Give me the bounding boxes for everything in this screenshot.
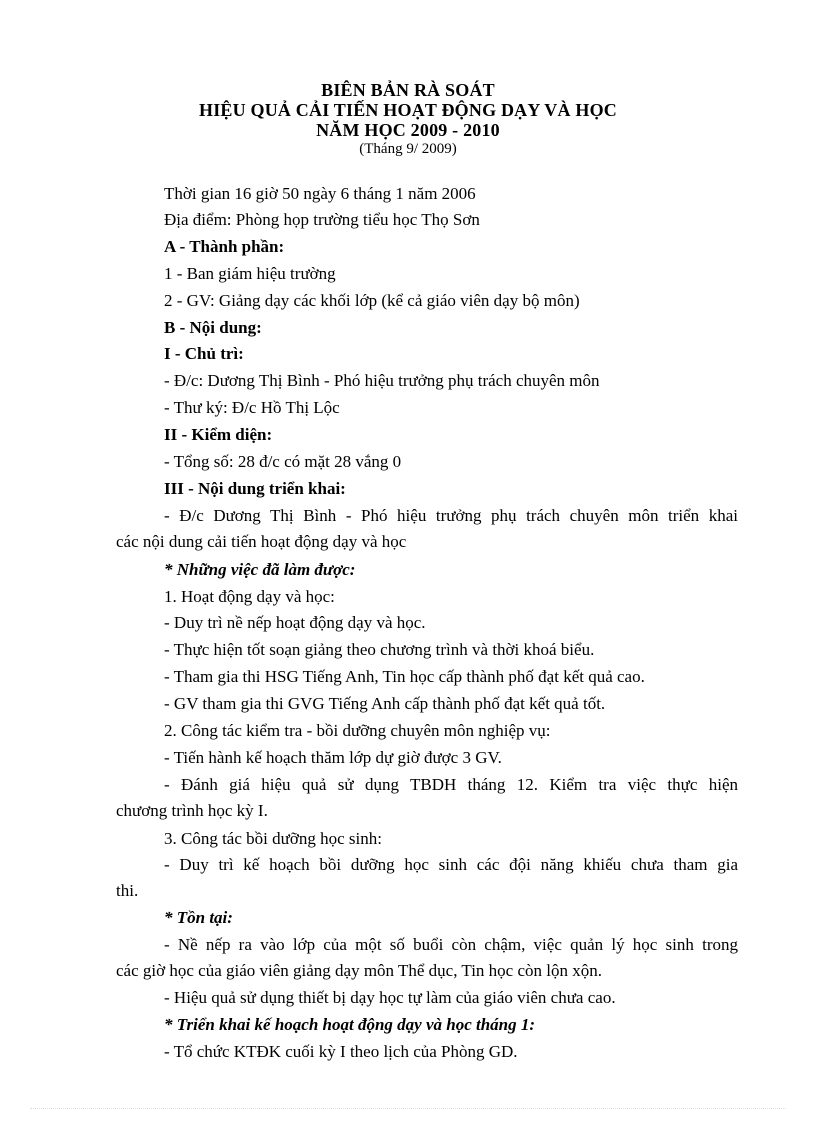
done-s1-item-3: - Tham gia thi HSG Tiếng Anh, Tin học cấp thành phố đạt kết quả cao.: [164, 667, 645, 686]
done-s2-item-2a: - Đánh giá hiệu quả sử dụng TBDH tháng 12. Kiểm tra việc thực hiện: [164, 775, 738, 794]
done-s3-item-1a: - Duy trì kế hoạch bồi dưỡng học sinh các đội năng khiếu chưa tham gia: [164, 855, 738, 874]
document-month: (Tháng 9/ 2009): [359, 141, 457, 157]
meeting-place: Địa điểm: Phòng họp trường tiểu học Thọ Sơn: [164, 210, 480, 229]
section-a-item-1: 1 - Ban giám hiệu trường: [164, 264, 336, 283]
done-s1-title: 1. Hoạt động dạy và học:: [164, 587, 335, 606]
done-s3-title: 3. Công tác bồi dưỡng học sinh:: [164, 829, 382, 848]
meeting-time: Thời gian 16 giờ 50 ngày 6 tháng 1 năm 2006: [164, 184, 476, 203]
document-title: BIÊN BẢN RÀ SOÁT: [321, 80, 495, 100]
deploy-heading: III - Nội dung triển khai:: [164, 479, 346, 498]
section-a-item-2: 2 - GV: Giảng dạy các khối lớp (kể cả giáo viên dạy bộ môn): [164, 291, 580, 310]
done-s1-item-2: - Thực hiện tốt soạn giảng theo chương trình và thời khoá biểu.: [164, 640, 595, 659]
school-year: NĂM HỌC 2009 - 2010: [316, 120, 500, 140]
done-heading: * Những việc đã làm được:: [164, 560, 356, 579]
section-b-heading: B - Nội dung:: [164, 318, 262, 337]
document-header: [0, 80, 816, 158]
page-bottom-divider: [30, 1108, 786, 1109]
section-a-heading: A - Thành phần:: [164, 237, 285, 256]
done-s2-title: 2. Công tác kiểm tra - bồi dưỡng chuyên môn nghiệp vụ:: [164, 721, 551, 740]
plan-heading: * Triển khai kế hoạch hoạt động dạy và học tháng 1:: [164, 1015, 536, 1034]
attendance-count: - Tổng số: 28 đ/c có mặt 28 vắng 0: [164, 452, 402, 471]
chair-person: - Đ/c: Dương Thị Bình - Phó hiệu trưởng phụ trách chuyên môn: [164, 371, 600, 390]
deploy-line-1: - Đ/c Dương Thị Bình - Phó hiệu trưởng phụ trách chuyên môn triển khai: [164, 506, 738, 525]
done-s2-item-2b: chương trình học kỳ I.: [116, 801, 268, 820]
issues-item-2: - Hiệu quả sử dụng thiết bị dạy học tự làm của giáo viên chưa cao.: [164, 988, 616, 1007]
done-s1-item-4: - GV tham gia thi GVG Tiếng Anh cấp thành phố đạt kết quả tốt.: [164, 694, 606, 713]
issues-item-1b: các giờ học của giáo viên giảng dạy môn Thể dục, Tin học còn lộn xộn.: [116, 961, 602, 980]
document-subtitle: HIỆU QUẢ CẢI TIẾN HOẠT ĐỘNG DẠY VÀ HỌC: [199, 100, 617, 120]
issues-heading: * Tồn tại:: [164, 908, 233, 927]
plan-item-1: - Tổ chức KTĐK cuối kỳ I theo lịch của Phòng GD.: [164, 1042, 518, 1061]
done-s2-item-1: - Tiến hành kế hoạch thăm lớp dự giờ được 3 GV.: [164, 748, 502, 767]
done-s1-item-1: - Duy trì nề nếp hoạt động dạy và học.: [164, 613, 426, 632]
chair-heading: I - Chủ trì:: [164, 344, 244, 363]
attendance-heading: II - Kiểm diện:: [164, 425, 273, 444]
secretary: - Thư ký: Đ/c Hồ Thị Lộc: [164, 398, 340, 417]
issues-item-1a: - Nề nếp ra vào lớp của một số buổi còn chậm, việc quản lý học sinh trong: [164, 935, 738, 954]
done-s3-item-1b: thi.: [116, 881, 139, 900]
deploy-line-2: các nội dung cải tiến hoạt động dạy và học: [116, 532, 407, 551]
